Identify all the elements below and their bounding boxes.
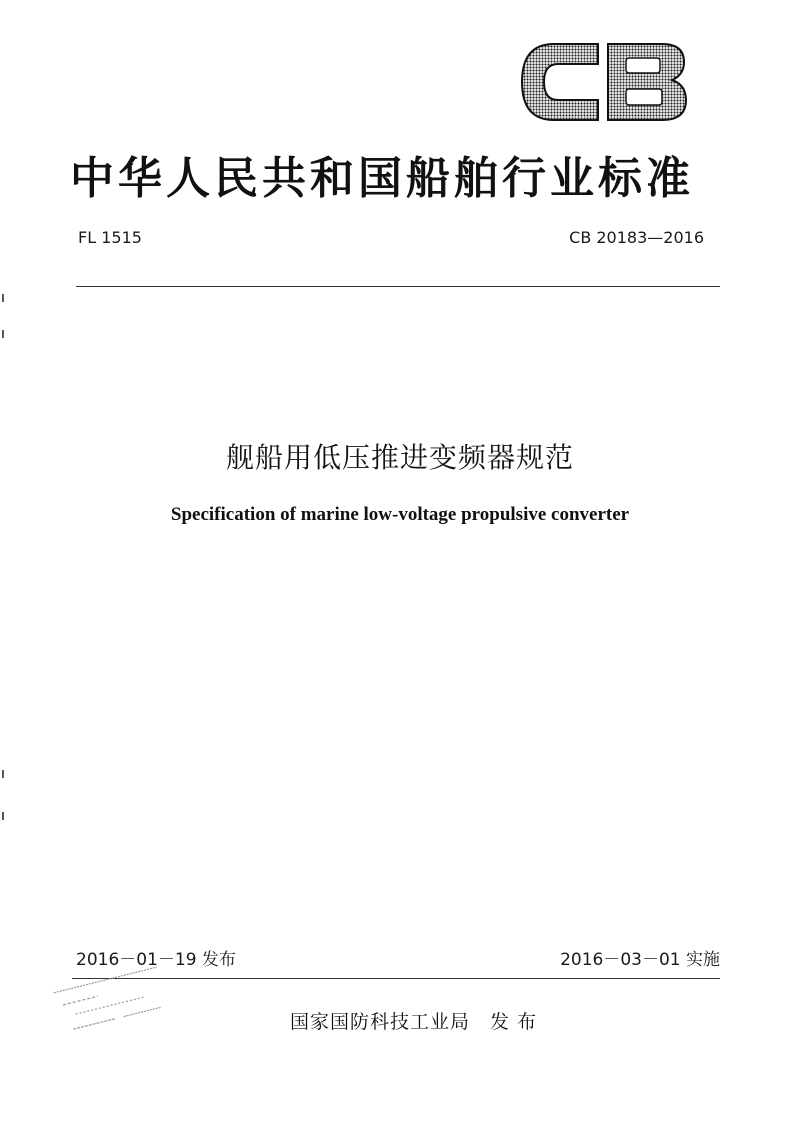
footer-divider bbox=[72, 978, 720, 979]
standard-category-title: 中华人民共和国船舶行业标准 bbox=[70, 153, 694, 204]
scan-margin-mark bbox=[2, 330, 4, 338]
classification-code: FL 1515 bbox=[78, 228, 142, 247]
implementation-date: 2016－03－01 实施 bbox=[560, 950, 720, 970]
header-divider bbox=[76, 286, 720, 287]
issue-date: 2016－01－19 发布 bbox=[76, 950, 236, 970]
document-title-chinese: 舰船用低压推进变频器规范 bbox=[225, 441, 574, 474]
publisher: 国家国防科技工业局 发 布 bbox=[290, 1011, 538, 1033]
cb-logo-icon bbox=[520, 42, 688, 122]
document-title-english: Specification of marine low-voltage propulsive converter bbox=[170, 504, 630, 525]
stamp-icon bbox=[48, 957, 177, 1046]
scan-margin-mark bbox=[2, 812, 4, 820]
standard-number: CB 20183—2016 bbox=[569, 228, 704, 247]
scan-margin-mark bbox=[2, 770, 4, 778]
scan-margin-mark bbox=[2, 294, 4, 302]
